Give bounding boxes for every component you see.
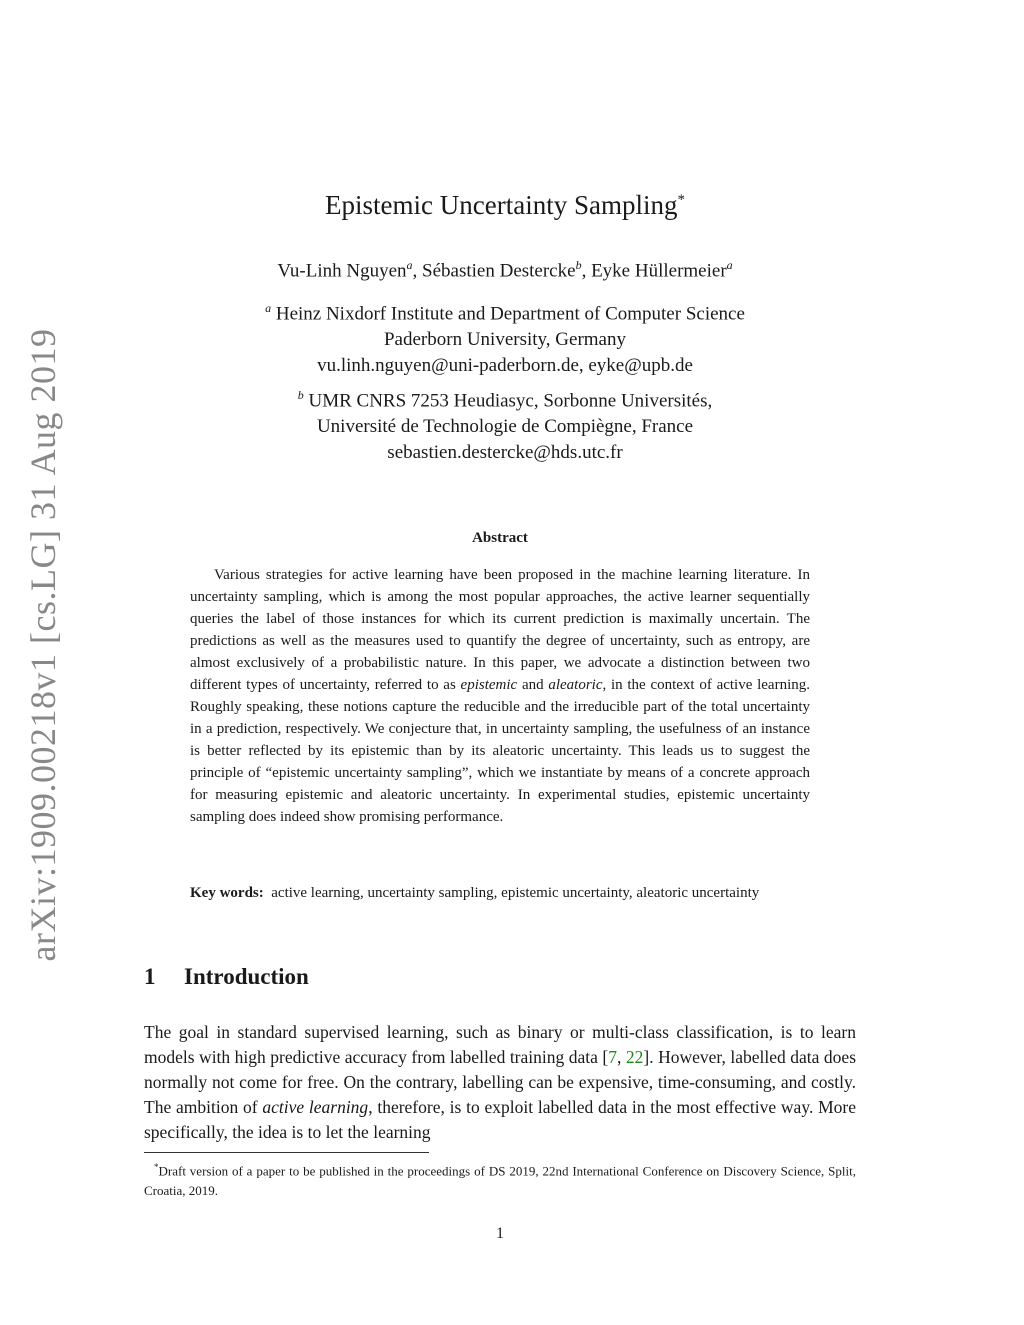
citation-separator: , [616,1047,626,1067]
author-separator: , [581,260,592,282]
section-title: Introduction [184,964,309,989]
abstract-body [190,564,810,828]
author-name: Vu-Linh Nguyen [277,260,407,282]
paper-title-text: Epistemic Uncertainty Sampling [325,190,678,220]
section-heading [144,964,309,990]
intro-emphasis: active learning [262,1097,369,1117]
keywords-text: active learning, uncertainty sampling, epistemic uncertainty, aleatoric uncertainty [271,885,760,901]
affiliation-b [0,382,1010,466]
abstract-text: , in the context of active learning. Roughly speaking, these notions capture the reducible and the irreducible part of the total uncertainty in a prediction, respectively. We conjecture that, in uncertainty sampling, the usefulness of an instance is better reflected by its epistemic than by its aleatoric uncertainty. This leads us to suggest the principle of “epistemic uncertainty sampling”, which we instantiate by means of a concrete approach for measuring epistemic and aleatoric uncertainty. In experimental studies, epistemic uncertainty sampling does indeed show promising performance. [190,677,811,825]
affiliation-a-emails: vu.linh.nguyen@uni-paderborn.de, eyke@upb.de [317,355,693,377]
author-separator: , [412,260,423,282]
footnote-text: Draft version of a paper to be published in the proceedings of DS 2019, 22nd International Conference on Discovery Science, Split, Croatia, 2019. [144,1163,856,1199]
affiliation-a-institute: Heinz Nixdorf Institute and Department of Computer Science [275,303,745,325]
paper-title [0,190,1010,221]
intro-paragraph [144,1020,856,1145]
author-affiliation-mark: a [726,258,733,272]
affiliation-b-line2: Université de Technologie de Compiègne, France [316,416,694,438]
keywords [190,882,810,904]
affiliation-a-line2: Paderborn University, Germany [383,329,626,351]
author-affiliation-mark: a [406,258,413,272]
arxiv-stamp-text: arXiv:1909.00218v1 [cs.LG] 31 Aug 2019 [23,328,63,962]
affiliation-b-email: sebastien.destercke@hds.utc.fr [387,442,623,464]
abstract-heading: Abstract [472,530,528,546]
footnote [144,1157,856,1201]
footnote-mark: * [154,1162,159,1172]
intro-text: ]. However, labelled data does normally not come for free. On the contrary, labelling can be expensive, time-consuming, and costly. The ambition of [144,1047,857,1117]
author-name: Sébastien Destercke [422,260,576,282]
author-list [0,258,1010,282]
affiliation-b-institute: UMR CNRS 7253 Heudiasyc, Sorbonne Universités, [308,390,713,412]
citation-link[interactable]: 7 [608,1047,617,1067]
intro-text: , therefore, is to exploit labelled data in the most effective way. More specifically, the idea is to let the learning [144,1097,856,1142]
affiliation-a-line1 [0,295,1010,327]
author-affiliation-mark: b [575,258,582,272]
title-footnote-mark: * [677,192,685,208]
section-number: 1 [144,964,156,989]
affiliation-b-mark: b [297,388,304,402]
citation-link[interactable]: 22 [625,1047,644,1067]
abstract-emphasis: epistemic [460,677,518,693]
affiliation-a-mark: a [265,301,272,315]
keywords-label: Key words: [190,885,264,901]
abstract-text: Various strategies for active learning have been proposed in the machine learning literature. In uncertainty sampling, which is among the most popular approaches, the active learner sequentially queries the label of those instances for which its current prediction is maximally uncertain. The predictions as well as the measures used to quantify the degree of uncertainty, such as entropy, are almost exclusively of a probabilistic nature. In this paper, we advocate a distinction between two different types of uncertainty, referred to as [190,567,810,693]
page-number: 1 [496,1225,504,1242]
intro-text: The goal in standard supervised learning, such as binary or multi-class classification, is to learn models with high predictive accuracy from labelled training data [ [144,1022,856,1067]
affiliation-a [0,295,1010,379]
abstract-emphasis: aleatoric [548,677,603,693]
affiliation-b-line1 [0,382,1010,414]
footnote-rule [144,1152,429,1153]
abstract-text: and [517,677,549,693]
author-name: Eyke Hüllermeier [591,260,727,282]
